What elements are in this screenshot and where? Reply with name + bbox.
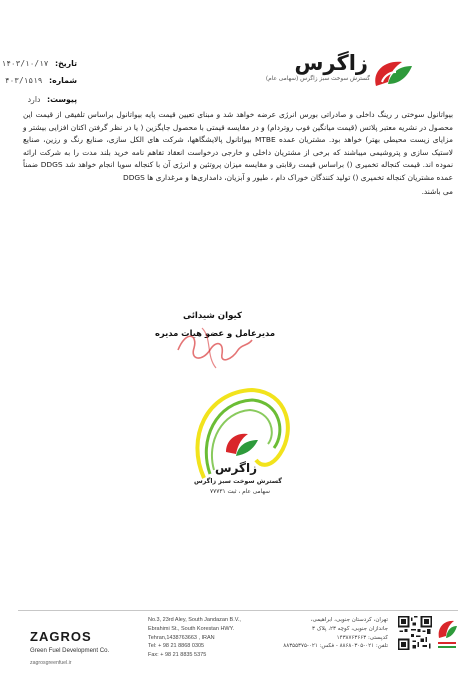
- footer-logo-icon: [436, 616, 458, 650]
- footer-divider: [18, 610, 458, 611]
- number-label: شماره:: [48, 76, 77, 85]
- number-value: ۴۰۳/۱۵۱۹: [4, 76, 43, 85]
- company-stamp-icon: [176, 378, 302, 504]
- stamp-registration: سهامی عام ، ثبت ۷۷۷۳۱: [210, 489, 270, 495]
- attachment-row: [28, 95, 77, 104]
- footer-address-english: [148, 616, 266, 660]
- address-en-line: No.3, 23rd Aley, South Jandazan B.V.,: [148, 617, 241, 623]
- attachment-value: دارد: [27, 95, 41, 104]
- number-row: [5, 76, 77, 85]
- address-en-line: Fax: + 98 21 8835 5375: [148, 652, 207, 659]
- footer-brand: ZAGROS: [30, 629, 92, 644]
- stamp-wordmark: زاگرس: [214, 461, 258, 475]
- footer-website: zagrosgreenfuel.ir: [30, 660, 72, 666]
- address-fa-line: جاندازان جنوبی، کوچه ۲۳، پلاک ۳: [312, 625, 388, 632]
- date-value: ۱۴۰۳/۱۰/۱۷: [1, 59, 49, 68]
- qr-code-icon: [398, 616, 432, 650]
- body-closing: می باشند.: [421, 186, 453, 196]
- address-fa-line: تلفن: ۰۲۱-۸۸۶۸۰۳۰۵ - فکس: ۰۲۱-۸۸۳۵۵۳۷۵: [283, 643, 388, 650]
- attachment-label: پیوست:: [46, 95, 77, 104]
- address-en-line: Ebrahimi St., South Korestan HWY.: [148, 625, 235, 632]
- brand-wordmark: زاگرس: [294, 51, 368, 75]
- footer-address-persian: [266, 616, 388, 651]
- address-en-line: Tel: + 98 21 8868 0305: [148, 643, 205, 650]
- date-row: [2, 59, 77, 68]
- date-label: تاریخ:: [54, 59, 77, 68]
- footer-brand-subtitle: Green Fuel Development Co.: [30, 647, 110, 654]
- address-fa-line: کدپستی: ۱۴۳۸۷۶۳۶۶۳: [336, 634, 388, 641]
- address-fa-line: تهران، کردستان جنوبی، ابراهیمی،: [310, 617, 388, 623]
- signatory-name: کیوان شیدائی: [183, 311, 242, 321]
- letter-body: [23, 109, 453, 196]
- handwritten-signature: [172, 320, 257, 375]
- zagros-logo-icon: [368, 54, 416, 94]
- brand-tagline: گسترش سوخت سبز زاگرس (سهامی عام): [265, 76, 370, 82]
- signatory-title: مدیرعامل و عضو هیات مدیره: [154, 328, 276, 338]
- address-en-line: Tehran,1438763663 , IRAN: [148, 634, 215, 641]
- stamp-company-name: گسترش سوخت سبز زاگرس: [194, 478, 282, 485]
- body-paragraph: بیواتانول سوختی ر رینگ داخلی و صادراتی بورس انرژی عرضه خواهد شد و مبنای تعیین قیمت پایه بیواتانول براساس تلفیقی از قیمت این محصول در نشریه معتبر پلاتس (قیمت میانگین فوب روتردام) و در مقایسه قیمتی با محصول جایگزین ( یا در نظر گرفتن اکتان افزایی بیشتر و مزایای زیست محیطی بهتر) خواهد بود. مشتریان عمده MTBE بیواتانول پالایشگاهها، شرکت های الکل سازی، صنایع رنگ و رزین، صنایع لاستیک سازی و پتروشیمی میباشند که برخی از مشتریان داخلی و خارجی درخواست انعقاد تفاهم نامه خرید بلند مدت را به شرکت ارائه نموده اند. قیمت کنجاله تخمیری () براساس قیمت رقابتی و مقایسه میزان پروتئین و انرژی آن با کنجاله سویا انجام خواهد شد DDGS ضمناً عمده مشتریان کنجاله تخمیری () تولید کنندگان خوراک دام ، طیور و آبزیان، دامداری‌ها و مرغداری ها DDGS: [23, 110, 453, 182]
